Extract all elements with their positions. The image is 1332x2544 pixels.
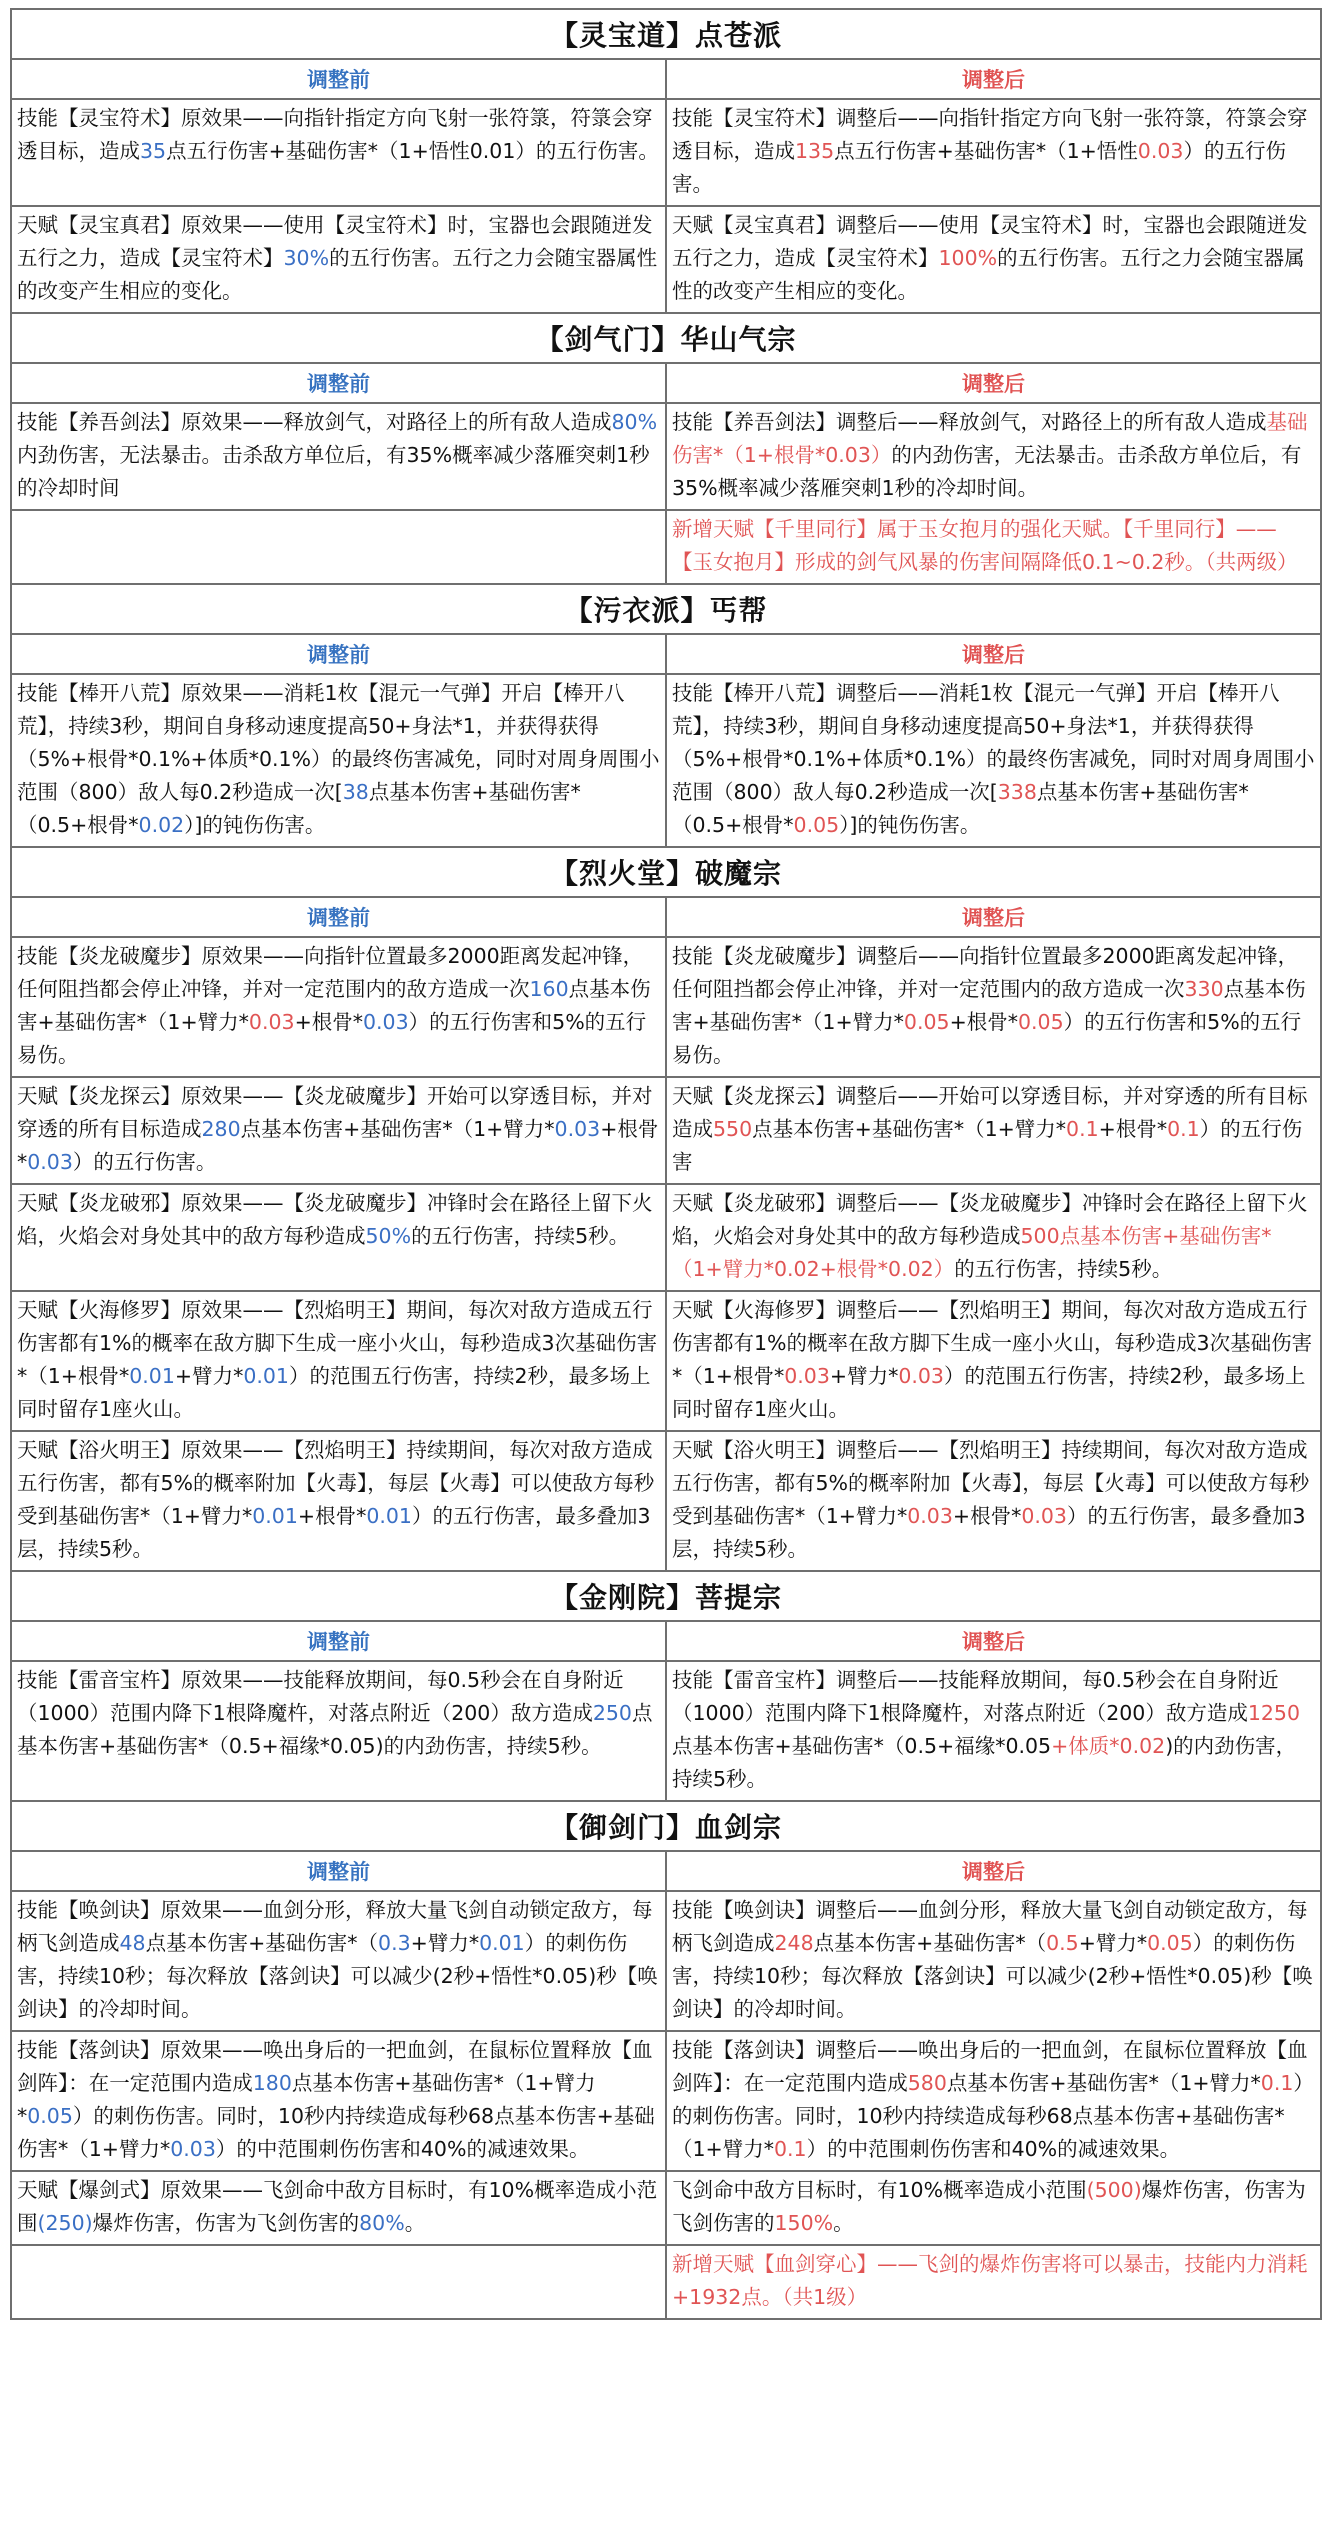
section-title: 【灵宝道】点苍派 <box>11 9 1321 59</box>
section-title: 【剑气门】华山气宗 <box>11 313 1321 363</box>
section-title: 【污衣派】丐帮 <box>11 584 1321 634</box>
before-cell <box>11 1077 666 1184</box>
section-title-row <box>11 1801 1321 1851</box>
text-run: 点基本伤害+基础伤害*（ <box>813 1931 1047 1955</box>
balance-table <box>10 8 1322 2320</box>
before-header: 调整前 <box>11 897 666 937</box>
text-run: ）的五行伤害和5%的五行易伤。 <box>17 1010 647 1067</box>
new-value: 0.1 <box>1066 1117 1099 1141</box>
text-run: 天赋【炎龙探云】调整后——开始可以穿透目标，并对穿透的所有目标造成 <box>672 1084 1308 1141</box>
text-run: ）的范围五行伤害，持续2秒，最多场上同时留存1座火山。 <box>672 1364 1306 1421</box>
change-row <box>11 2245 1321 2319</box>
old-value: 0.03 <box>27 1150 73 1174</box>
text-run: ）的五行伤害。 <box>72 1150 217 1174</box>
new-value: 330 <box>1184 977 1224 1001</box>
text-run: +根骨* <box>17 1117 659 1174</box>
before-header: 调整前 <box>11 1621 666 1661</box>
after-cell <box>666 2031 1321 2171</box>
new-value: 0.05 <box>903 1010 950 1034</box>
after-header: 调整后 <box>666 897 1321 937</box>
text-run: 天赋【炎龙探云】原效果——【炎龙破魔步】开始可以穿透目标，并对穿透的所有目标造成 <box>17 1084 653 1141</box>
change-row <box>11 2031 1321 2171</box>
text-run: ）的五行伤害和5%的五行易伤。 <box>672 1010 1302 1067</box>
text-run: 技能【养吾剑法】调整后——释放剑气，对路径上的所有敌人造成 <box>672 410 1267 434</box>
new-value: 0.05 <box>793 813 840 837</box>
text-run: 天赋【炎龙破邪】调整后——【炎龙破魔步】冲锋时会在路径上留下火焰，火焰会对身处其中的敌方每秒造成 <box>672 1191 1308 1248</box>
new-value: 580 <box>907 2071 947 2095</box>
text-run: 技能【雷音宝杵】原效果——技能释放期间，每0.5秒会在自身附近（1000）范围内降下1根降魔杵，对落点附近（200）敌方造成 <box>17 1668 624 1725</box>
new-value: 135 <box>795 139 835 163</box>
text-run: 技能【炎龙破魔步】调整后——向指针位置最多2000距离发起冲锋，任何阻挡都会停止冲锋，并对一定范围内的敌方造成一次 <box>672 944 1299 1001</box>
after-cell <box>666 674 1321 847</box>
old-value: 0.03 <box>554 1117 601 1141</box>
text-run: 的五行伤害。五行之力会随宝器属性的改变产生相应的变化。 <box>672 246 1305 303</box>
after-header: 调整后 <box>666 634 1321 674</box>
old-value: 48 <box>119 1931 146 1955</box>
before-header: 调整前 <box>11 363 666 403</box>
column-header-row <box>11 634 1321 674</box>
text-run: ）的五行伤害，最多叠加3层，持续5秒。 <box>17 1504 651 1561</box>
change-row <box>11 99 1321 206</box>
text-run: 点五行伤害+基础伤害*（1+悟性0.01）的五行伤害。 <box>166 139 659 163</box>
text-run: 技能【唤剑诀】原效果——血剑分形，释放大量飞剑自动锁定敌方，每柄飞剑造成 <box>17 1898 653 1955</box>
old-value: 50% <box>365 1224 412 1248</box>
text-run: +臂力* <box>174 1364 244 1388</box>
text-run: ）]的钝伤伤害。 <box>839 813 981 837</box>
text-run: ）的中范围刺伤伤害和40%的减速效果。 <box>215 2137 590 2161</box>
text-run: 点基本伤害+基础伤害*（1+臂力* <box>752 1117 1067 1141</box>
text-run: 天赋【爆剑式】原效果——飞剑命中敌方目标时，有10%概率造成小范围 <box>17 2178 658 2235</box>
old-value: 0.01 <box>243 1364 289 1388</box>
before-header: 调整前 <box>11 634 666 674</box>
text-run: 。 <box>404 2211 426 2235</box>
before-cell <box>11 1891 666 2031</box>
text-run: 技能【棒开八荒】调整后——消耗1枚【混元一气弹】开启【棒开八荒】，持续3秒，期间自身移动速度提高50+身法*1，并获得获得（5%+根骨*0.1%+体质*0.1%）的最终伤害减免，同时对周身周围小范围（800）敌人每0.2秒造成一次[ <box>672 681 1315 804</box>
new-value: 0.03 <box>248 1010 295 1034</box>
text-run: 点基本伤害+基础伤害*（1+臂力* <box>672 977 1306 1034</box>
section-title: 【烈火堂】破魔宗 <box>11 847 1321 897</box>
after-cell <box>666 1184 1321 1291</box>
new-value: 150% <box>774 2211 834 2235</box>
change-row <box>11 1077 1321 1184</box>
text-run: 的五行伤害。五行之力会随宝器属性的改变产生相应的变化。 <box>17 246 658 303</box>
after-header: 调整后 <box>666 59 1321 99</box>
text-run: ）的刺伤伤害，持续10秒；每次释放【落剑诀】可以减少(2秒+悟性*0.05)秒【唤剑诀】的冷却时间。 <box>17 1931 658 2021</box>
text-run: 天赋【灵宝真君】调整后——使用【灵宝符术】时，宝器也会跟随迸发五行之力，造成【灵宝符术】 <box>672 213 1308 270</box>
new-value: 0.1 <box>773 2137 807 2161</box>
change-row <box>11 674 1321 847</box>
text-run: ）的范围五行伤害，持续2秒，最多场上同时留存1座火山。 <box>17 1364 651 1421</box>
new-value: 0.03 <box>1021 1504 1067 1528</box>
new-value: 500点基本伤害+基础伤害*（1+臂力*0.02+根骨*0.02） <box>672 1224 1272 1281</box>
text-run: ）的五行伤害。 <box>672 139 1286 196</box>
text-run: 天赋【火海修罗】原效果——【烈焰明王】期间，每次对敌方造成五行伤害都有1%的概率在敌方脚下生成一座小火山，每秒造成3次基础伤害*（1+根骨* <box>17 1298 658 1388</box>
new-value: 0.5 <box>1046 1931 1079 1955</box>
text-run: 技能【炎龙破魔步】原效果——向指针位置最多2000距离发起冲锋，任何阻挡都会停止冲锋，并对一定范围内的敌方造成一次 <box>17 944 644 1001</box>
after-cell <box>666 206 1321 313</box>
new-value: 基础伤害*（1+根骨*0.03） <box>672 410 1308 467</box>
section-title-row <box>11 313 1321 363</box>
text-run: 点基本伤害+基础伤害*（0.5+根骨* <box>17 780 581 837</box>
section-title-row <box>11 584 1321 634</box>
change-row <box>11 2171 1321 2245</box>
text-run: 点基本伤害+基础伤害*（1+臂力* <box>946 2071 1261 2095</box>
column-header-row <box>11 1621 1321 1661</box>
after-cell <box>666 1891 1321 2031</box>
change-row <box>11 206 1321 313</box>
text-run: ）的刺伤伤害，持续10秒；每次释放【落剑诀】可以减少(2秒+悟性*0.05)秒【唤剑诀】的冷却时间。 <box>672 1931 1313 2021</box>
new-value: 0.03 <box>907 1504 953 1528</box>
text-run: 点五行伤害+基础伤害*（1+悟性 <box>834 139 1138 163</box>
column-header-row <box>11 897 1321 937</box>
text-run: 。 <box>833 2211 854 2235</box>
text-run: +臂力* <box>1078 1931 1148 1955</box>
new-value: 1250 <box>1247 1701 1301 1725</box>
patch-notes-sheet <box>10 8 1320 2320</box>
new-value: 550 <box>713 1117 753 1141</box>
before-header: 调整前 <box>11 1851 666 1891</box>
column-header-row <box>11 363 1321 403</box>
before-header: 调整前 <box>11 59 666 99</box>
new-value: (500) <box>1086 2178 1142 2202</box>
new-value: 0.1 <box>1167 1117 1200 1141</box>
before-cell <box>11 1291 666 1431</box>
text-run: 的五行伤害，持续5秒。 <box>954 1257 1173 1281</box>
text-run: 爆炸伤害，伤害为飞剑伤害的 <box>672 2178 1306 2235</box>
text-run: +根骨* <box>949 1010 1018 1034</box>
text-run: 点基本伤害+基础伤害*（1+臂力* <box>17 2071 596 2128</box>
old-value: 0.01 <box>129 1364 175 1388</box>
change-row <box>11 510 1321 584</box>
text-run: ）的刺伤伤害。同时，10秒内持续造成每秒68点基本伤害+基础伤害*（1+臂力* <box>17 2104 655 2161</box>
column-header-row <box>11 59 1321 99</box>
text-run: +根骨* <box>952 1504 1022 1528</box>
change-row <box>11 1291 1321 1431</box>
after-cell <box>666 1291 1321 1431</box>
section-title-row <box>11 1571 1321 1621</box>
text-run: 技能【灵宝符术】原效果——向指针指定方向飞射一张符箓，符箓会穿透目标，造成 <box>17 106 653 163</box>
old-value: 0.05 <box>27 2104 73 2128</box>
before-cell <box>11 1661 666 1801</box>
text-run: +根骨* <box>294 1010 363 1034</box>
text-run: ）的刺伤伤害。同时，10秒内持续造成每秒68点基本伤害+基础伤害*（1+臂力* <box>672 2071 1314 2161</box>
text-run: )的内劲伤害，持续5秒。 <box>672 1734 1297 1791</box>
old-value: 0.03 <box>363 1010 409 1034</box>
change-row <box>11 1431 1321 1571</box>
balance-table-body <box>11 9 1321 2319</box>
new-value: 338 <box>997 780 1037 804</box>
old-value: (250) <box>37 2211 93 2235</box>
before-cell <box>11 2245 666 2319</box>
text-run: ）的五行伤害，最多叠加3层，持续5秒。 <box>672 1504 1306 1561</box>
text-run: ）的五行伤害 <box>672 1117 1303 1174</box>
old-value: 160 <box>529 977 569 1001</box>
text-run: 技能【落剑诀】调整后——唤出身后的一把血剑，在鼠标位置释放【血剑阵】：在一定范围内造成 <box>672 2038 1308 2095</box>
text-run: 飞剑命中敌方目标时，有10%概率造成小范围 <box>672 2178 1087 2202</box>
text-run: +根骨* <box>1098 1117 1168 1141</box>
text-run: 点基本伤害+基础伤害*（0.5+根骨* <box>672 780 1249 837</box>
old-value: 30% <box>283 246 330 270</box>
after-cell <box>666 1077 1321 1184</box>
after-cell <box>666 2245 1321 2319</box>
after-cell <box>666 510 1321 584</box>
change-row <box>11 1661 1321 1801</box>
after-cell <box>666 1661 1321 1801</box>
text-run: 技能【落剑诀】原效果——唤出身后的一把血剑，在鼠标位置释放【血剑阵】：在一定范围内造成 <box>17 2038 653 2095</box>
text-run: 技能【灵宝符术】调整后——向指针指定方向飞射一张符箓，符箓会穿透目标，造成 <box>672 106 1308 163</box>
text-run: 点基本伤害+基础伤害*（1+臂力* <box>240 1117 555 1141</box>
text-run: 爆炸伤害，伤害为飞剑伤害的 <box>92 2211 360 2235</box>
before-cell <box>11 937 666 1077</box>
text-run: 的五行伤害，持续5秒。 <box>411 1224 630 1248</box>
change-row <box>11 937 1321 1077</box>
after-header: 调整后 <box>666 1621 1321 1661</box>
old-value: 0.03 <box>170 2137 216 2161</box>
text-run: +根骨* <box>297 1504 367 1528</box>
section-title: 【金刚院】菩提宗 <box>11 1571 1321 1621</box>
old-value: 80% <box>359 2211 405 2235</box>
new-value: 0.03 <box>898 1364 944 1388</box>
section-title: 【御剑门】血剑宗 <box>11 1801 1321 1851</box>
text-run: 内劲伤害，无法暴击。击杀敌方单位后，有35%概率减少落雁突刺1秒的冷却时间 <box>17 443 650 500</box>
text-run: 技能【棒开八荒】原效果——消耗1枚【混元一气弹】开启【棒开八荒】，持续3秒，期间自身移动速度提高50+身法*1，并获得获得（5%+根骨*0.1%+体质*0.1%）的最终伤害减免，同时对周身周围小范围（800）敌人每0.2秒造成一次[ <box>17 681 660 804</box>
after-header: 调整后 <box>666 1851 1321 1891</box>
before-cell <box>11 206 666 313</box>
old-value: 250 <box>592 1701 632 1725</box>
before-cell <box>11 510 666 584</box>
text-run: 天赋【灵宝真君】原效果——使用【灵宝符术】时，宝器也会跟随迸发五行之力，造成【灵宝符术】 <box>17 213 653 270</box>
old-value: 0.01 <box>366 1504 412 1528</box>
after-cell <box>666 2171 1321 2245</box>
text-run: +臂力* <box>410 1931 480 1955</box>
section-title-row <box>11 847 1321 897</box>
after-cell <box>666 937 1321 1077</box>
after-cell <box>666 99 1321 206</box>
text-run: 天赋【火海修罗】调整后——【烈焰明王】期间，每次对敌方造成五行伤害都有1%的概率在敌方脚下生成一座小火山，每秒造成3次基础伤害*（1+根骨* <box>672 1298 1313 1388</box>
after-cell <box>666 1431 1321 1571</box>
new-value: 248 <box>774 1931 814 1955</box>
new-value: 新增天赋【血剑穿心】——飞剑的爆炸伤害将可以暴击，技能内力消耗+1932点。（共1级） <box>672 2252 1308 2309</box>
before-cell <box>11 2031 666 2171</box>
text-run: 天赋【浴火明王】原效果——【烈焰明王】持续期间，每次对敌方造成五行伤害，都有5%的概率附加【火毒】，每层【火毒】可以使敌方每秒受到基础伤害*（1+臂力* <box>17 1438 655 1528</box>
after-cell <box>666 403 1321 510</box>
text-run: ）的中范围刺伤伤害和40%的减速效果。 <box>806 2137 1181 2161</box>
text-run: 技能【唤剑诀】调整后——血剑分形，释放大量飞剑自动锁定敌方，每柄飞剑造成 <box>672 1898 1308 1955</box>
old-value: 38 <box>342 780 369 804</box>
text-run: 技能【养吾剑法】原效果——释放剑气，对路径上的所有敌人造成 <box>17 410 612 434</box>
new-value: 新增天赋【千里同行】属于玉女抱月的强化天赋。【千里同行】——【玉女抱月】形成的剑气风暴的伤害间隔降低0.1~0.2秒。（共两级） <box>672 517 1298 574</box>
text-run: +臂力* <box>829 1364 899 1388</box>
new-value: 100% <box>938 246 998 270</box>
before-cell <box>11 99 666 206</box>
column-header-row <box>11 1851 1321 1891</box>
old-value: 180 <box>252 2071 292 2095</box>
text-run: 点基本伤害+基础伤害*（ <box>145 1931 379 1955</box>
text-run: 点基本伤害+基础伤害*（0.5+福缘*0.05)的内劲伤害，持续5秒。 <box>17 1701 653 1758</box>
change-row <box>11 1891 1321 2031</box>
new-value: +体质*0.02 <box>1051 1734 1166 1758</box>
new-value: 0.03 <box>1137 139 1184 163</box>
before-cell <box>11 2171 666 2245</box>
new-value: 0.03 <box>784 1364 830 1388</box>
text-run: 天赋【炎龙破邪】原效果——【炎龙破魔步】冲锋时会在路径上留下火焰，火焰会对身处其中的敌方每秒造成 <box>17 1191 653 1248</box>
before-cell <box>11 1184 666 1291</box>
text-run: 技能【雷音宝杵】调整后——技能释放期间，每0.5秒会在自身附近（1000）范围内降下1根降魔杵，对落点附近（200）敌方造成 <box>672 1668 1279 1725</box>
new-value: 0.05 <box>1018 1010 1064 1034</box>
old-value: 280 <box>201 1117 241 1141</box>
text-run: 的内劲伤害，无法暴击。击杀敌方单位后，有35%概率减少落雁突刺1秒的冷却时间。 <box>672 443 1302 500</box>
text-run: ）]的钝伤伤害。 <box>184 813 326 837</box>
old-value: 0.01 <box>252 1504 298 1528</box>
old-value: 80% <box>611 410 658 434</box>
old-value: 0.02 <box>138 813 185 837</box>
before-cell <box>11 1431 666 1571</box>
text-run: 天赋【浴火明王】调整后——【烈焰明王】持续期间，每次对敌方造成五行伤害，都有5%的概率附加【火毒】，每层【火毒】可以使敌方每秒受到基础伤害*（1+臂力* <box>672 1438 1310 1528</box>
change-row <box>11 1184 1321 1291</box>
old-value: 0.3 <box>378 1931 411 1955</box>
text-run: 点基本伤害+基础伤害*（0.5+福缘*0.05 <box>672 1734 1052 1758</box>
change-row <box>11 403 1321 510</box>
old-value: 0.01 <box>479 1931 525 1955</box>
new-value: 0.1 <box>1260 2071 1294 2095</box>
new-value: 0.05 <box>1147 1931 1193 1955</box>
text-run: 点基本伤害+基础伤害*（1+臂力* <box>17 977 651 1034</box>
old-value: 35 <box>140 139 167 163</box>
after-header: 调整后 <box>666 363 1321 403</box>
before-cell <box>11 403 666 510</box>
before-cell <box>11 674 666 847</box>
section-title-row <box>11 9 1321 59</box>
